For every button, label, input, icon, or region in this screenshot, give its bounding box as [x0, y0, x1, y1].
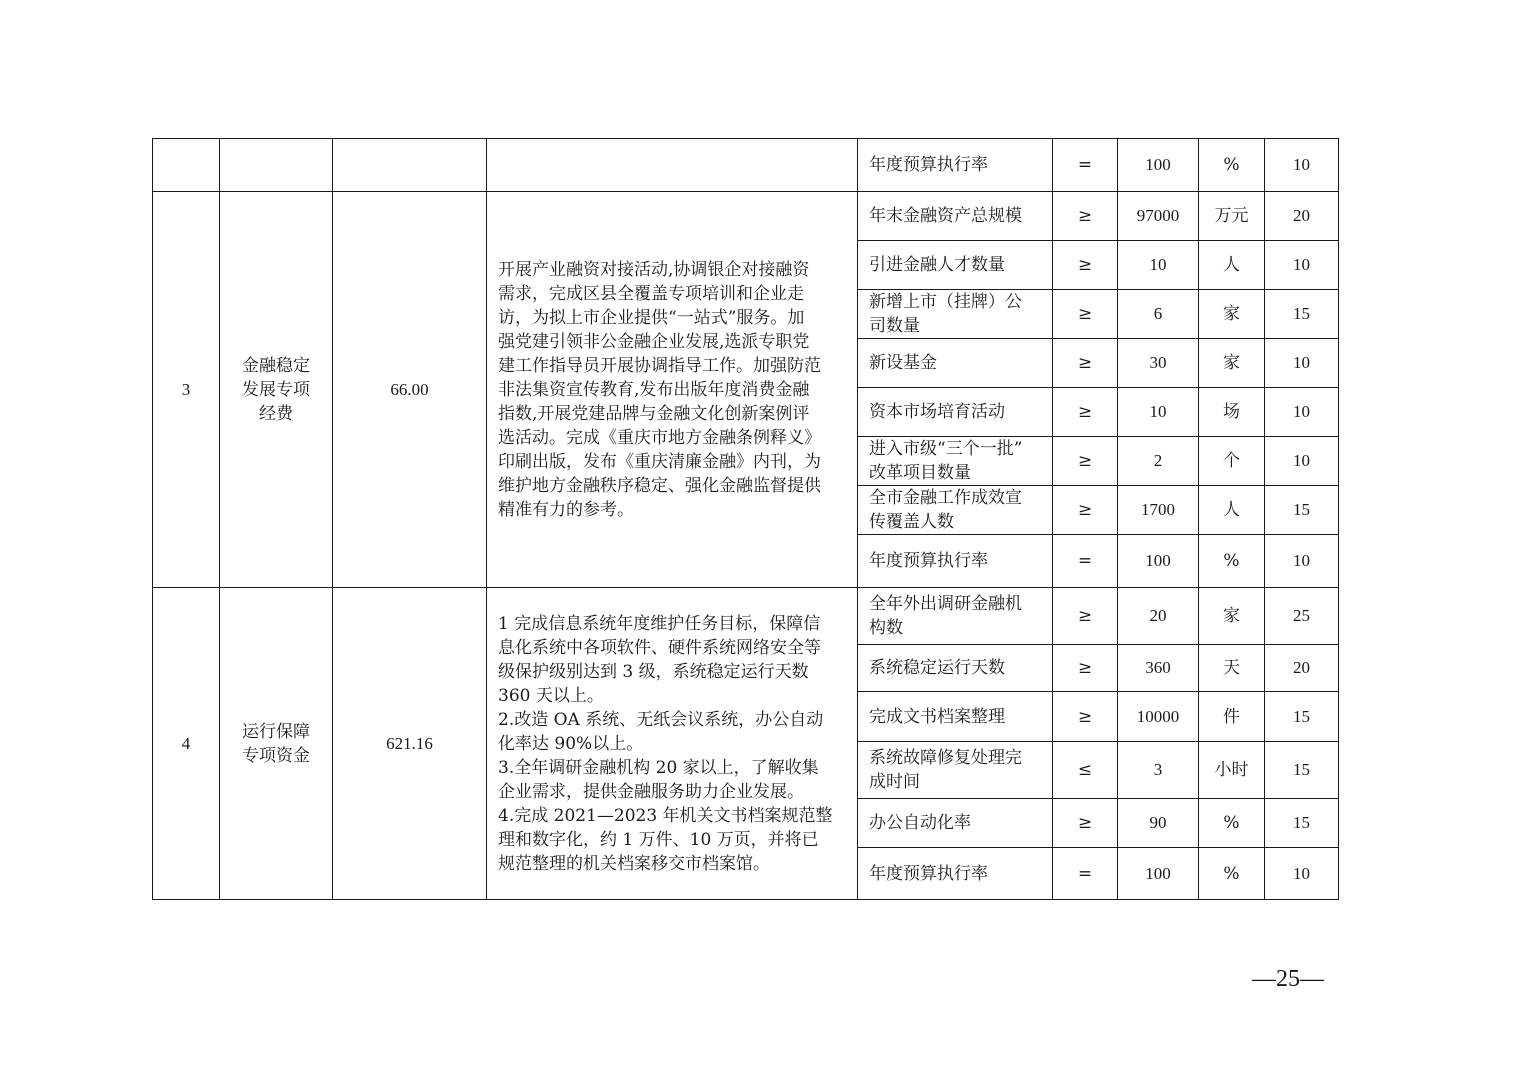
description-line: 精准有力的参考。 — [498, 499, 634, 520]
description-line: 理和数字化，约 1 万件、10 万页，并将已 — [498, 829, 819, 850]
description-line: 需求，完成区县全覆盖专项培训和企业走 — [498, 283, 804, 304]
indicator-value: 30 — [1118, 339, 1199, 388]
indicator-unit: 个 — [1199, 437, 1265, 486]
indicator-name — [858, 799, 1053, 848]
indicator-name-line: 构数 — [869, 618, 903, 638]
description-line: 2.改造 OA 系统、无纸会议系统，办公自动 — [498, 709, 824, 730]
indicator-name-line: 新设基金 — [869, 353, 937, 373]
indicator-name-line: 系统故障修复处理完 — [869, 748, 1022, 768]
project-name — [220, 192, 333, 588]
indicator-operator: ≥ — [1053, 388, 1118, 437]
indicator-operator: ≥ — [1053, 339, 1118, 388]
indicator-name — [858, 742, 1053, 799]
project-amount: 66.00 — [333, 192, 487, 588]
indicator-operator: ≥ — [1053, 437, 1118, 486]
project-name-line: 经费 — [259, 403, 293, 424]
project-description — [487, 588, 858, 900]
indicator-name — [858, 588, 1053, 645]
indicator-name — [858, 692, 1053, 742]
indicator-name: 年度预算执行率 — [858, 139, 1053, 192]
empty-cell — [153, 139, 220, 192]
project-number: 3 — [153, 192, 220, 588]
indicator-operator: ≥ — [1053, 692, 1118, 742]
description-line: 4.完成 2021—2023 年机关文书档案规范整 — [498, 805, 833, 826]
indicator-name-line: 年末金融资产总规模 — [869, 206, 1022, 226]
empty-cell — [333, 139, 487, 192]
description-line: 非法集资宣传教育,发布出版年度消费金融 — [498, 379, 810, 400]
indicator-operator: ≥ — [1053, 486, 1118, 535]
indicator-unit: % — [1199, 139, 1265, 192]
description-line: 建工作指导员开展协调指导工作。加强防范 — [498, 355, 821, 376]
indicator-unit: 场 — [1199, 388, 1265, 437]
indicator-score: 10 — [1265, 437, 1339, 486]
indicator-value: 360 — [1118, 645, 1199, 692]
indicator-unit: 小时 — [1199, 742, 1265, 799]
table-row — [153, 588, 1339, 645]
indicator-score: 10 — [1265, 139, 1339, 192]
indicator-name-line: 成时间 — [869, 772, 920, 792]
indicator-name-line: 年度预算执行率 — [869, 551, 988, 571]
indicator-name-line: 传覆盖人数 — [869, 512, 954, 532]
empty-cell — [220, 139, 333, 192]
indicator-operator: ≥ — [1053, 290, 1118, 339]
description-line: 指数,开展党建品牌与金融文化创新案例评 — [498, 403, 810, 424]
indicator-unit: 人 — [1199, 486, 1265, 535]
indicator-operator: ≤ — [1053, 742, 1118, 799]
indicator-operator: ≥ — [1053, 799, 1118, 848]
indicator-score: 10 — [1265, 339, 1339, 388]
indicator-operator: = — [1053, 139, 1118, 192]
indicator-score: 10 — [1265, 241, 1339, 290]
indicator-value: 1700 — [1118, 486, 1199, 535]
indicator-operator: ≥ — [1053, 588, 1118, 645]
description-line: 息化系统中各项软件、硬件系统网络安全等 — [498, 637, 821, 658]
indicator-operator: ≥ — [1053, 192, 1118, 241]
indicator-score: 10 — [1265, 535, 1339, 588]
indicator-value: 100 — [1118, 535, 1199, 588]
indicator-name — [858, 192, 1053, 241]
description-line: 化率达 90%以上。 — [498, 733, 644, 754]
indicator-name — [858, 388, 1053, 437]
indicator-name — [858, 535, 1053, 588]
project-amount: 621.16 — [333, 588, 487, 900]
description-line: 3.全年调研金融机构 20 家以上，了解收集 — [498, 757, 819, 778]
indicator-score: 15 — [1265, 692, 1339, 742]
indicator-name-line: 系统稳定运行天数 — [869, 658, 1005, 678]
indicator-name — [858, 437, 1053, 486]
description-line: 1 完成信息系统年度维护任务目标，保障信 — [498, 613, 821, 634]
indicator-score: 25 — [1265, 588, 1339, 645]
indicator-name-line: 资本市场培育活动 — [869, 402, 1005, 422]
project-name-line: 发展专项 — [242, 379, 310, 400]
description-line: 强党建引领非公金融企业发展,选派专职党 — [498, 331, 810, 352]
indicator-name — [858, 848, 1053, 900]
description-line: 维护地方金融秩序稳定、强化金融监督提供 — [498, 475, 821, 496]
indicator-name-line: 年度预算执行率 — [869, 863, 988, 884]
indicator-value: 6 — [1118, 290, 1199, 339]
empty-cell — [487, 139, 858, 192]
indicator-score: 20 — [1265, 645, 1339, 692]
indicator-operator: ≥ — [1053, 241, 1118, 290]
indicator-unit: 万元 — [1199, 192, 1265, 241]
indicator-value: 97000 — [1118, 192, 1199, 241]
project-name-line: 金融稳定 — [242, 355, 310, 376]
indicator-unit: % — [1199, 848, 1265, 900]
indicator-name-line: 进入市级“三个一批” — [869, 439, 1023, 459]
indicator-score: 15 — [1265, 290, 1339, 339]
project-name — [220, 588, 333, 900]
indicator-value: 20 — [1118, 588, 1199, 645]
indicator-name-line: 改革项目数量 — [869, 463, 971, 483]
indicator-score: 15 — [1265, 799, 1339, 848]
description-line: 开展产业融资对接活动,协调银企对接融资 — [498, 259, 810, 280]
indicator-value: 2 — [1118, 437, 1199, 486]
indicator-score: 15 — [1265, 486, 1339, 535]
table-row-prev-tail — [153, 139, 1339, 192]
description-line: 选活动。完成《重庆市地方金融条例释义》 — [498, 427, 821, 448]
indicator-operator: = — [1053, 848, 1118, 900]
indicator-score: 15 — [1265, 742, 1339, 799]
indicator-name-line: 全市金融工作成效宣 — [869, 488, 1022, 508]
indicator-value: 100 — [1118, 139, 1199, 192]
description-line: 企业需求，提供金融服务助力企业发展。 — [498, 781, 804, 802]
project-description — [487, 192, 858, 588]
indicator-name-line: 引进金融人才数量 — [869, 255, 1005, 275]
indicator-value: 100 — [1118, 848, 1199, 900]
project-name-line: 运行保障 — [242, 721, 310, 742]
indicator-operator: = — [1053, 535, 1118, 588]
indicator-unit: 家 — [1199, 588, 1265, 645]
indicator-value: 3 — [1118, 742, 1199, 799]
indicator-operator: ≥ — [1053, 645, 1118, 692]
indicator-name-line: 全年外出调研金融机 — [869, 594, 1022, 614]
indicator-unit: 家 — [1199, 290, 1265, 339]
project-number: 4 — [153, 588, 220, 900]
indicator-unit: 家 — [1199, 339, 1265, 388]
indicator-unit: % — [1199, 799, 1265, 848]
indicator-unit: 天 — [1199, 645, 1265, 692]
indicator-score: 10 — [1265, 388, 1339, 437]
indicator-name — [858, 645, 1053, 692]
indicator-unit: 人 — [1199, 241, 1265, 290]
indicator-unit: % — [1199, 535, 1265, 588]
project-name-line: 专项资金 — [242, 745, 310, 766]
indicator-value: 10000 — [1118, 692, 1199, 742]
indicator-name-line: 新增上市（挂牌）公 — [869, 292, 1022, 312]
indicator-name-line: 完成文书档案整理 — [869, 706, 1005, 727]
indicator-unit: 件 — [1199, 692, 1265, 742]
description-line: 访，为拟上市企业提供“一站式”服务。加 — [498, 307, 805, 328]
indicator-name — [858, 339, 1053, 388]
description-line: 级保护级别达到 3 级，系统稳定运行天数 — [498, 661, 809, 682]
table-body — [153, 139, 1339, 900]
indicator-name — [858, 241, 1053, 290]
indicator-name-line: 办公自动化率 — [869, 813, 971, 833]
description-line: 规范整理的机关档案移交市档案馆。 — [498, 853, 770, 874]
indicator-score: 10 — [1265, 848, 1339, 900]
indicator-score: 20 — [1265, 192, 1339, 241]
indicator-value: 10 — [1118, 388, 1199, 437]
indicator-name — [858, 290, 1053, 339]
indicator-name-line: 司数量 — [869, 316, 920, 336]
description-line: 360 天以上。 — [498, 685, 604, 706]
table-row — [153, 192, 1339, 241]
description-line: 印刷出版，发布《重庆清廉金融》内刊，为 — [498, 451, 821, 472]
indicator-name — [858, 486, 1053, 535]
page-number: —25— — [1252, 966, 1324, 992]
indicator-value: 90 — [1118, 799, 1199, 848]
indicator-value: 10 — [1118, 241, 1199, 290]
performance-table — [152, 138, 1339, 900]
